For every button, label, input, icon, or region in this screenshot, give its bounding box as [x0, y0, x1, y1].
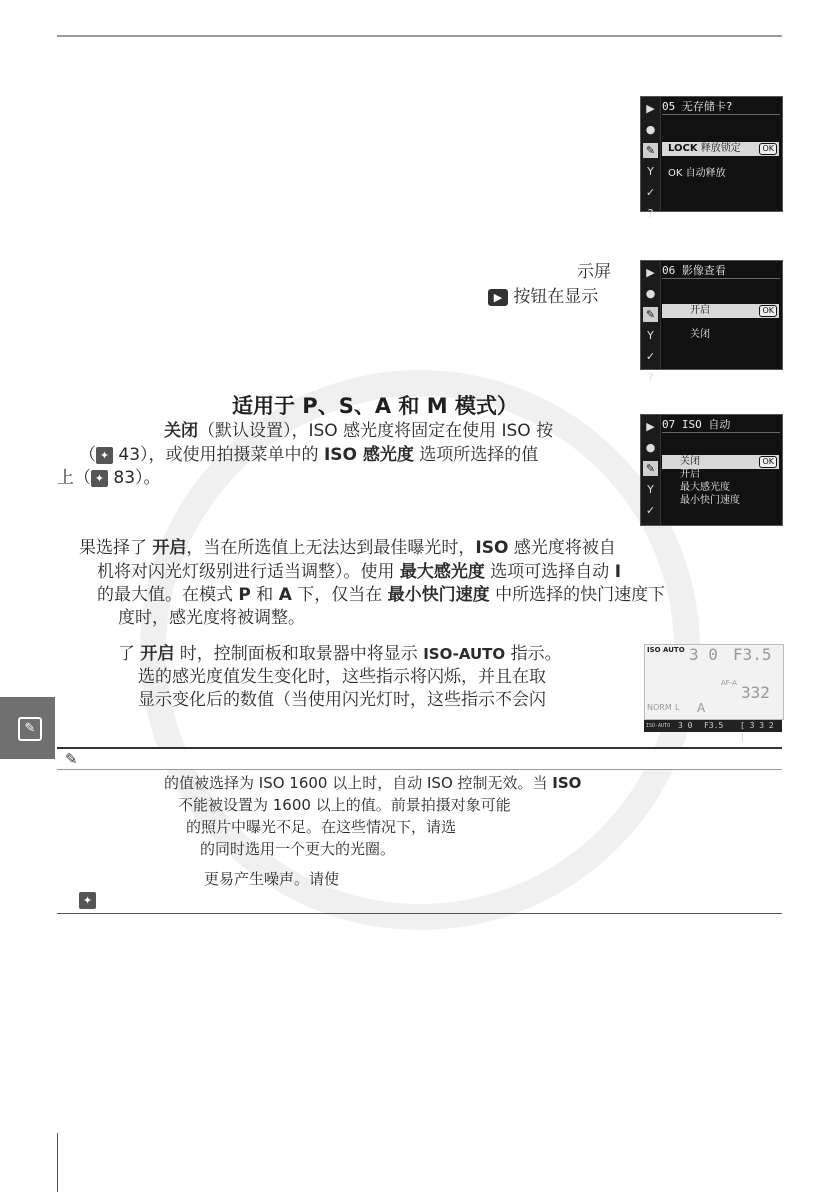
note-line5: 更易产生噪声。请使 — [204, 870, 340, 888]
text: （ — [79, 445, 96, 465]
text: ，当在所选值上无法达到最佳曝光时， — [186, 538, 476, 558]
text: 43），或使用拍摄菜单中的 — [113, 445, 324, 465]
playback-icon: ▶ — [646, 102, 655, 115]
term-i: I — [614, 562, 622, 582]
text: 时，控制面板和取景器中将显示 — [174, 644, 424, 664]
page-ref-icon: ✦ — [91, 470, 108, 487]
text: 了 — [118, 644, 141, 664]
panel-size: L — [675, 703, 680, 712]
sec06-text: 按钮在显示 — [513, 287, 599, 307]
menu-06-screen — [640, 260, 783, 384]
help-icon: ? — [647, 371, 654, 384]
vf-count: [ 3 3 2 ] — [740, 721, 774, 742]
menu-sidebar — [641, 415, 661, 525]
note-line3: 的照片中曝光不足。在这些情况下，请选 — [186, 818, 457, 836]
retouch-icon: ✓ — [645, 350, 656, 363]
setup-icon: Y — [647, 329, 654, 342]
ok-badge: OK — [759, 143, 777, 155]
text: （默认设置），ISO 感光度将固定在使用 ISO 按 — [198, 421, 554, 441]
panel-aperture: F3.5 — [733, 645, 772, 664]
note-bottom-rule — [57, 913, 782, 914]
menu-title: 05 无存储卡? — [662, 99, 780, 115]
menu-option-on[interactable] — [662, 468, 779, 482]
term-on: 开启 — [152, 538, 187, 558]
term-iso: ISO — [552, 774, 582, 792]
panel-count: 332 — [741, 683, 770, 702]
panel-iso-auto: ISO AUTO — [647, 646, 685, 654]
sec07-p1-line2 — [79, 445, 538, 466]
option-label: 自动释放 — [685, 168, 726, 179]
text: 指示。 — [505, 644, 562, 664]
note-header-bar — [57, 749, 782, 770]
text: 感光度将被自 — [508, 538, 616, 558]
panel-afa: AF-A — [721, 679, 737, 687]
ok-badge: OK — [759, 456, 777, 468]
menu-sidebar — [641, 261, 661, 384]
sec06-line2 — [488, 287, 598, 308]
term-iso-auto: ISO-AUTO — [423, 645, 506, 663]
sec07-p2-line4: 度时，感光度将被调整。 — [118, 608, 305, 628]
text: 83）。 — [108, 468, 161, 488]
control-panel-illustration — [644, 644, 784, 720]
option-label: 开启 — [680, 469, 700, 480]
chapter-tab — [0, 697, 55, 759]
text: 中所选择的快门速度下 — [489, 585, 666, 605]
menu-title: 07 ISO 自动 — [662, 417, 780, 433]
note-pencil-icon: ✎ — [65, 750, 78, 768]
panel-shutter: 3 0 — [689, 645, 718, 664]
text: 果选择了 — [79, 538, 153, 558]
text: 和 — [250, 585, 279, 605]
camera-icon: ● — [645, 287, 656, 300]
term-min-shutter: 最小快门速度 — [387, 585, 490, 605]
sec07-p2-line2 — [97, 562, 621, 583]
retouch-icon: ✓ — [645, 504, 656, 517]
menu-sidebar — [641, 97, 661, 220]
option-label: 最大感光度 — [680, 482, 730, 493]
option-label: 关闭 — [680, 456, 700, 467]
panel-norm: NORM — [647, 703, 672, 712]
playback-icon: ▶ — [646, 420, 655, 433]
sec07-heading: 适用于 P、S、A 和 M 模式） — [232, 394, 518, 418]
sec07-p2-line1 — [79, 538, 616, 559]
text: 的值被选择为 ISO 1600 以上时，自动 ISO 控制无效。当 — [164, 774, 553, 792]
term-iso-sensitivity: ISO 感光度 — [323, 445, 414, 465]
playback-icon: ▶ — [646, 266, 655, 279]
menu-option-max-sensitivity[interactable] — [662, 481, 779, 495]
term-max-sensitivity: 最大感光度 — [399, 562, 485, 582]
menu-option-min-shutter[interactable] — [662, 494, 779, 508]
ok-badge: OK — [759, 305, 777, 317]
term-off: 关闭 — [164, 421, 198, 441]
menu-option-on[interactable] — [662, 304, 779, 318]
sec07-p1-line1 — [164, 421, 553, 442]
option-label: 开启 — [690, 305, 710, 316]
sec07-p3-line3: 显示变化后的数值（当使用闪光灯时，这些指示不会闪 — [138, 690, 546, 710]
option-label: 释放锁定 — [700, 143, 741, 154]
ok-tag: OK — [668, 168, 683, 179]
sec07-p3-line2: 选的感光度值发生变化时，这些指示将闪烁，并且在取 — [138, 667, 546, 687]
menu-option-ok[interactable] — [662, 167, 779, 181]
playback-button-icon: ▶ — [488, 289, 508, 306]
text: 机将对闪光灯级别进行适当调整）。使用 — [97, 562, 400, 582]
pencil-icon: ✎ — [18, 717, 42, 741]
vf-iso-auto: ISO-AUTO — [646, 723, 671, 729]
menu-option-off[interactable] — [662, 328, 779, 342]
note-line4: 的同时选用一个更大的光圈。 — [200, 840, 396, 858]
margin-rule — [57, 1133, 58, 1192]
text: 选项可选择自动 — [484, 562, 615, 582]
text: 上（ — [57, 468, 91, 488]
menu-option-lock[interactable] — [662, 142, 779, 156]
pencil-icon: ✎ — [643, 143, 658, 158]
menu-title: 06 影像查看 — [662, 263, 780, 279]
term-on: 开启 — [140, 644, 175, 664]
text: 选项所选择的值 — [413, 445, 539, 465]
top-rule — [57, 35, 782, 37]
camera-icon: ● — [645, 441, 656, 454]
page-ref-icon: ✦ — [79, 892, 96, 909]
text: 的最大值。在模式 — [97, 585, 239, 605]
vf-shutter: 3 0 — [678, 721, 693, 730]
sec06-line1: 示屏 — [577, 262, 611, 282]
viewfinder-strip — [644, 720, 782, 742]
option-label: 关闭 — [690, 329, 710, 340]
text: 下，仅当在 — [291, 585, 388, 605]
term-iso: ISO — [475, 538, 509, 558]
note-line2: 不能被设置为 1600 以上的值。前景拍摄对象可能 — [178, 796, 511, 814]
panel-wb: A — [697, 701, 706, 715]
vf-aperture: F3.5 — [704, 721, 724, 730]
sec07-p1-line3 — [57, 468, 161, 489]
sec07-p3-line1 — [118, 644, 562, 665]
help-icon: ? — [647, 207, 654, 220]
mode-p: P — [238, 585, 251, 605]
mode-a: A — [278, 585, 292, 605]
menu-07-screen — [640, 414, 783, 526]
retouch-icon: ✓ — [645, 186, 656, 199]
pencil-icon: ✎ — [643, 307, 658, 322]
setup-icon: Y — [647, 483, 654, 496]
camera-icon: ● — [645, 123, 656, 136]
setup-icon: Y — [647, 165, 654, 178]
option-label: 最小快门速度 — [680, 495, 740, 506]
lock-tag: LOCK — [668, 143, 698, 154]
note-line1 — [164, 773, 581, 794]
page-ref-icon: ✦ — [96, 447, 113, 464]
menu-05-screen — [640, 96, 783, 220]
sec07-p2-line3 — [97, 585, 665, 606]
pencil-icon: ✎ — [643, 461, 658, 476]
menu-option-off[interactable] — [662, 455, 779, 469]
